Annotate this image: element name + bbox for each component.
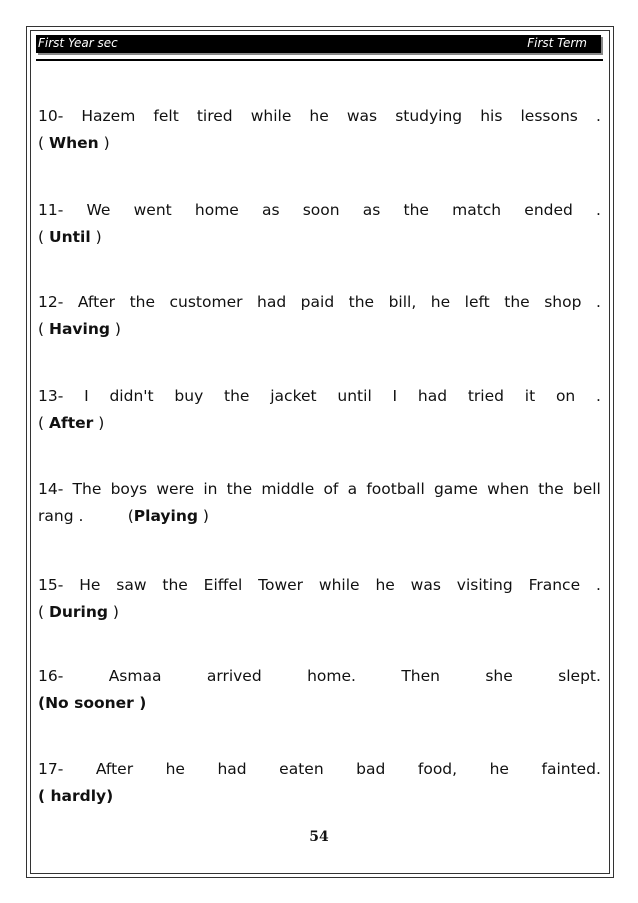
hint-keyword: ( hardly) <box>38 787 114 805</box>
page-border-inner <box>30 30 610 874</box>
hint-keyword: Having <box>48 320 110 338</box>
question-item <box>38 575 601 622</box>
question-item <box>38 386 601 433</box>
hint-keyword: After <box>48 414 94 432</box>
header-right-text: First Term <box>527 36 587 50</box>
hint-keyword: Until <box>48 228 91 246</box>
question-hint: rang . (Playing ) <box>38 507 209 525</box>
question-sentence: 15- He saw the Eiffel Tower while he was visiting France . <box>38 576 601 594</box>
page-header <box>36 35 601 53</box>
question-sentence: 10- Hazem felt tired while he was studying his lessons . <box>38 107 601 125</box>
hint-keyword: Playing <box>133 507 198 525</box>
question-hint <box>38 786 601 806</box>
question-hint: ( Having ) <box>38 320 121 338</box>
question-item <box>38 106 601 153</box>
question-hint: ( When ) <box>38 134 110 152</box>
question-sentence: 11- We went home as soon as the match ended . <box>38 201 601 219</box>
question-sentence: 14- The boys were in the middle of a football game when the bell <box>38 480 601 498</box>
question-hint: ( During ) <box>38 603 119 621</box>
question-item <box>38 479 601 526</box>
question-item <box>38 292 601 339</box>
question-sentence: 13- I didn't buy the jacket until I had tried it on . <box>38 387 601 405</box>
page-number: 54 <box>309 829 329 845</box>
question-item <box>38 200 601 247</box>
hint-keyword: When <box>48 134 99 152</box>
question-item <box>38 759 601 806</box>
hint-keyword: (No sooner ) <box>38 694 147 712</box>
header-divider <box>36 59 603 61</box>
question-item <box>38 666 601 713</box>
question-sentence: 17- After he had eaten bad food, he fainted. <box>38 760 601 778</box>
hint-keyword: During <box>48 603 108 621</box>
question-hint: ( After ) <box>38 414 105 432</box>
question-hint: ( Until ) <box>38 228 102 246</box>
question-sentence: 12- After the customer had paid the bill, he left the shop . <box>38 293 601 311</box>
question-hint <box>38 693 601 713</box>
question-sentence: 16- Asmaa arrived home. Then she slept. <box>38 667 601 685</box>
header-left-text: First Year sec <box>38 36 118 50</box>
